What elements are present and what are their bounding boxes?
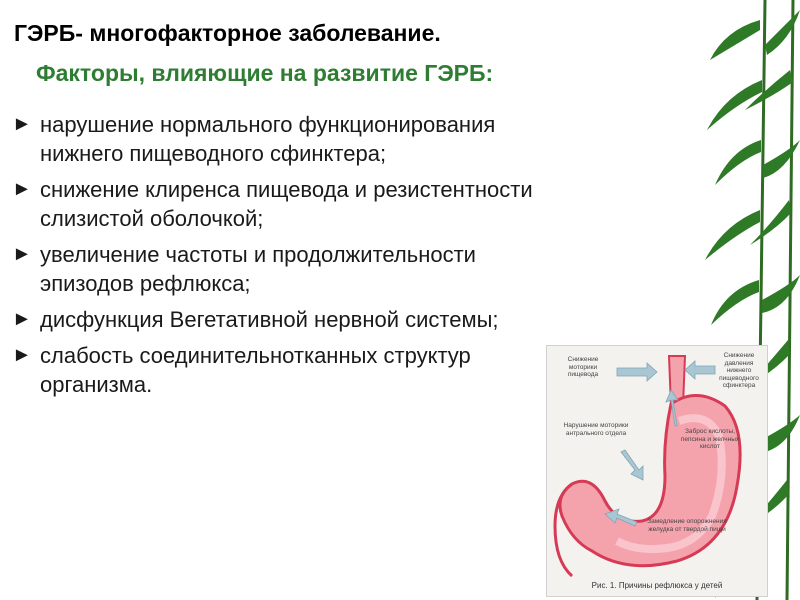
bullet-arrow-icon: ► [12,178,32,200]
list-item [12,110,612,168]
stomach-figure [546,345,768,597]
list-item-text: нарушение нормального функционирования [40,112,496,137]
list-item-text-cont: эпизодов рефлюкса; [40,271,251,296]
list-item-text: слабость соединительнотканных структур [40,343,471,368]
bullet-arrow-icon: ► [12,308,32,330]
label-les-pressure: Снижение давления нижнего пищеводного сфинктера [719,352,759,389]
list-item [12,175,612,233]
bullet-arrow-icon: ► [12,344,32,366]
list-item-text: увеличение частоты и продолжительности [40,242,476,267]
label-antral: Нарушение моторики антрального отдела [563,422,629,437]
list-item [12,341,612,399]
label-motility: Снижение моторики пищевода [567,356,599,378]
list-item-text-cont: организма. [40,372,153,397]
list-item-text: снижение клиренса пищевода и резистентности [40,177,533,202]
label-reflux: Заброс кислоты, пепсина и желчных кислот [680,428,740,450]
list-item-text-cont: слизистой оболочкой; [40,206,264,231]
slide-subtitle: Факторы, влияющие на развитие ГЭРБ: [36,60,494,86]
bullet-arrow-icon: ► [12,113,32,135]
list-item [12,240,612,298]
list-item [12,305,612,334]
factor-list [12,110,612,406]
list-item-text: дисфункция Вегетативной нервной системы; [40,307,499,332]
figure-caption: Рис. 1. Причины рефлюкса у детей [591,581,723,590]
list-item-text-cont: нижнего пищеводного сфинктера; [40,141,387,166]
label-emptying: Замедление опорожнения желудка от твердой пищи [647,518,727,533]
slide-title: ГЭРБ- многофакторное заболевание. [14,20,441,46]
bullet-arrow-icon: ► [12,243,32,265]
